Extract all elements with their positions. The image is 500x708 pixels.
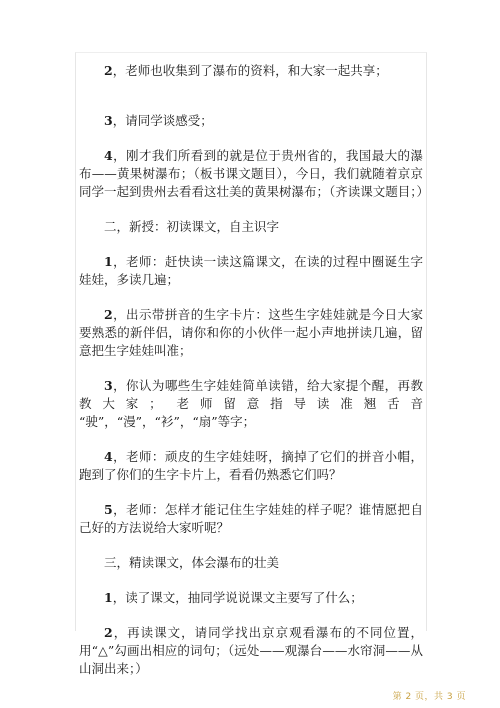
section-heading-2: 二，新授：初读课文，自主识字: [104, 219, 280, 234]
paragraph-9: 5，老师：怎样才能记住生字娃娃的样子呢？谁情愿把自己好的方法说给大家听呢？: [79, 502, 423, 535]
paragraph-11: 1，读了课文，抽同学说说课文主要写了什么；: [104, 590, 363, 605]
paragraph-2: 3，请同学谈感受；: [104, 113, 213, 128]
paragraph-1: 2，老师也收集到了瀑布的资料，和大家一起共享；: [104, 63, 388, 78]
paragraph-8: 4，老师：顽皮的生字娃娃呀，摘掉了它们的拼音小帽，跑到了你们的生字卡片上，看看仍熟悉它们吗？: [79, 449, 423, 482]
section-heading-3: 三，精读课文，体会瀑布的壮美: [104, 555, 280, 570]
page-number-footer: 第 2 页，共 3 页: [392, 692, 466, 702]
paragraph-6: 2，出示带拼音的生字卡片：这些生字娃娃就是今日大家要熟悉的新伴侣，请你和你的小伙伴一起小声地拼读几遍，留意把生字娃娃叫准；: [79, 307, 423, 358]
paragraph-3: 4，刚才我们所看到的就是位于贵州省的，我国最大的瀑布——黄果树瀑布；（板书课文题目），今日，我们就随着京京同学一起到贵州去看看这壮美的黄果树瀑布；（齐读课文题目；）: [79, 148, 430, 199]
paragraph-12: 2，再读课文，请同学找出京京观看瀑布的不同位置，用“△”勾画出相应的词句；（远处——观瀑台——水帘洞——从山洞出来；）: [79, 625, 423, 676]
paragraph-7: 3，你认为哪些生字娃娃简单读错，给大家提个醒，再教教大家； 老师留意指导读准翘舌音 “驶”，“漫”，“衫”，“扇”等字；: [79, 378, 423, 429]
paragraph-5: 1，老师：赶快读一读这篇课文，在读的过程中圈诞生字娃娃，多读几遍；: [79, 254, 423, 287]
document-body: [79, 58, 430, 678]
